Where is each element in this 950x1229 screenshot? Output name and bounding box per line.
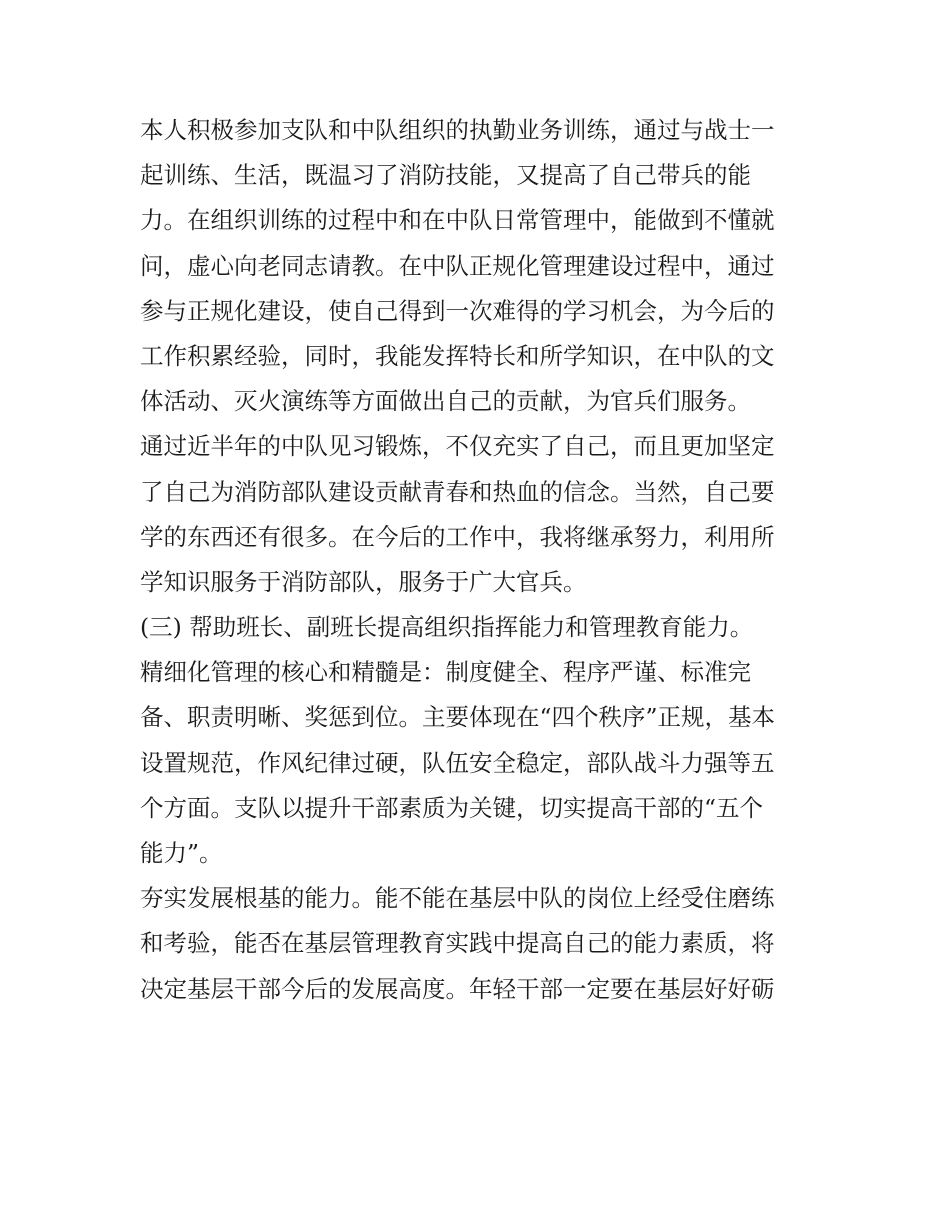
text-line: 本人积极参加支队和中队组织的执勤业务训练，通过与战士一 [140,116,775,144]
text-line: 通过近半年的中队见习锻炼，不仅充实了自己，而且更加坚定 [140,432,775,461]
text-line: 学的东西还有很多。在今后的工作中，我将继承努力，利用所 [140,522,775,551]
text-line: 决定基层干部今后的发展高度。年轻干部一定要在基层好好砺 [140,974,775,1003]
text-line: 问，虚心向老同志请教。在中队正规化管理建设过程中，通过 [140,251,775,280]
text-line: 夯实发展根基的能力。能不能在基层中队的岗位上经受住磨练 [140,884,775,913]
text-line: 备、职责明晰、奖惩到位。主要体现在“四个秩序”正规，基本 [140,703,776,732]
text-line: 体活动、灭火演练等方面做出自己的贡献，为官兵们服务。 [140,387,751,416]
text-line: 精细化管理的核心和精髓是：制度健全、程序严谨、标准完 [140,658,751,687]
document-body [140,108,820,1012]
text-line: 能力”。 [140,839,223,867]
text-line: 力。在组织训练的过程中和在中队日常管理中，能做到不懂就 [140,206,775,235]
section-heading: (三) 帮助班长、副班长提高组织指挥能力和管理教育能力。 [140,613,754,642]
text-line: 个方面。支队以提升干部素质为关键，切实提高干部的“五个 [140,793,764,822]
text-line: 和考验，能否在基层管理教育实践中提高自己的能力素质，将 [140,929,775,958]
text-line: 了自己为消防部队建设贡献青春和热血的信念。当然，自己要 [140,477,775,506]
text-line: 起训练、生活，既温习了消防技能，又提高了自己带兵的能 [140,161,751,190]
text-line: 设置规范，作风纪律过硬，队伍安全稳定，部队战斗力强等五 [140,748,775,777]
text-line: 参与正规化建设，使自己得到一次难得的学习机会，为今后的 [140,296,775,325]
text-line: 学知识服务于消防部队，服务于广大官兵。 [140,567,587,596]
text-line: 工作积累经验，同时，我能发挥特长和所学知识，在中队的文 [140,341,775,370]
